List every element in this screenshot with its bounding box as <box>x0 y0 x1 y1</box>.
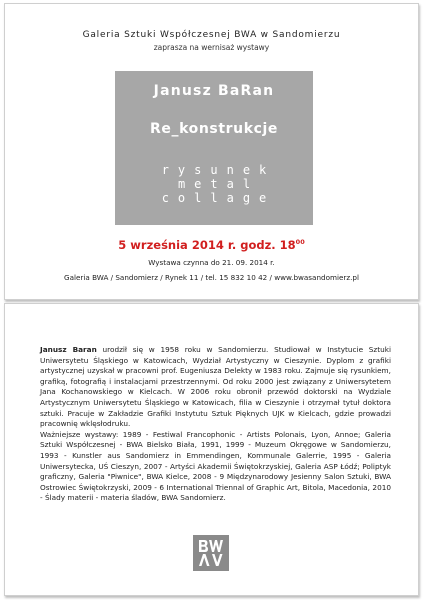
opening-date-text: 5 września 2014 r. godz. 18 <box>118 238 296 252</box>
bwa-logo-icon <box>193 535 229 571</box>
artist-bio <box>40 345 391 504</box>
bio-paragraph-2: Ważniejsze wystawy: 1989 - Festiwal Francophonic - Artists Polonais, Lyon, Annoe; Galeria Sztuki Współczesnej - BWA Bielsko Biała, 1991, 1999 - Muzeum Okręgowe w Sandomierzu, 1993 - Kunstler aus Sandomierz in Emmendingen, Kommunale Galerrie, 1995 - Galeria Uniwersytecka, UŚ Cieszyn, 2007 - Artyści Akademii Świętokrzyskiej, Galeria ASP Łódź; Poliptyk graficzny, Galeria "Piwnice", BWA Kielce, 2008 - 9 Międzynarodowy Jesienny Salon Sztuki, BWA Ostrowiec Świętokrzyski, 2009 - 6 International Triennal of Graphic Art, Bitola, Macedonia, 2010 - Ślady materii - materia śladów, BWA Sandomierz. <box>40 429 391 503</box>
title-panel <box>115 71 313 225</box>
media-line-collage: collage <box>161 191 276 205</box>
opening-hours: Wystawa czynna do 21. 09. 2014 r. <box>148 258 275 267</box>
gallery-contact: Galeria BWA / Sandomierz / Rynek 11 / tel. 15 832 10 42 / www.bwasandomierz.pl <box>64 273 359 282</box>
media-line-drawing: rysunek <box>161 163 276 177</box>
opening-time-minutes: 00 <box>295 238 305 246</box>
bio-card <box>4 303 419 596</box>
opening-date <box>5 238 418 252</box>
bio-paragraph-1 <box>40 345 391 430</box>
invitation-card <box>4 3 419 300</box>
gallery-name: Galeria Sztuki Współczesnej BWA w Sandomierzu <box>82 30 341 40</box>
artist-name: Janusz BaRan <box>153 83 275 99</box>
media-line-metal: metal <box>177 177 260 191</box>
exhibition-title: Re_konstrukcje <box>150 121 278 137</box>
invite-line: zaprasza na wernisaż wystawy <box>153 43 270 52</box>
bwa-logo <box>193 535 229 571</box>
bio-artist-name: Janusz Baran <box>40 345 97 354</box>
bio-text-1: urodził się w 1958 roku w Sandomierzu. Studiował w Instytucie Sztuki Uniwersytetu Śląskiego w Katowicach, Wydział Artystyczny w Cieszynie. Dyplom z grafiki artystycznej uzyskał w pracowni prof. Eugeniusza Delekty w 1983 roku. Zajmuje się rysunkiem, grafiką, fotografią i instalacjami przestrzennymi. Od roku 2000 jest związany z Uniwersytetem Jana Kochanowskiego w Kielcach. W 2006 roku obronił przewód doktorski na Wydziale Artystycznym Uniwersytetu Śląskiego w Katowicach, filia w Cieszynie i otrzymał tytuł doktora sztuki. Pracuje w Zakładzie Grafiki Instytutu Sztuk Pięknych UJK w Kielcach, gdzie prowadzi pracownię wklęsłodruku. <box>40 345 391 429</box>
